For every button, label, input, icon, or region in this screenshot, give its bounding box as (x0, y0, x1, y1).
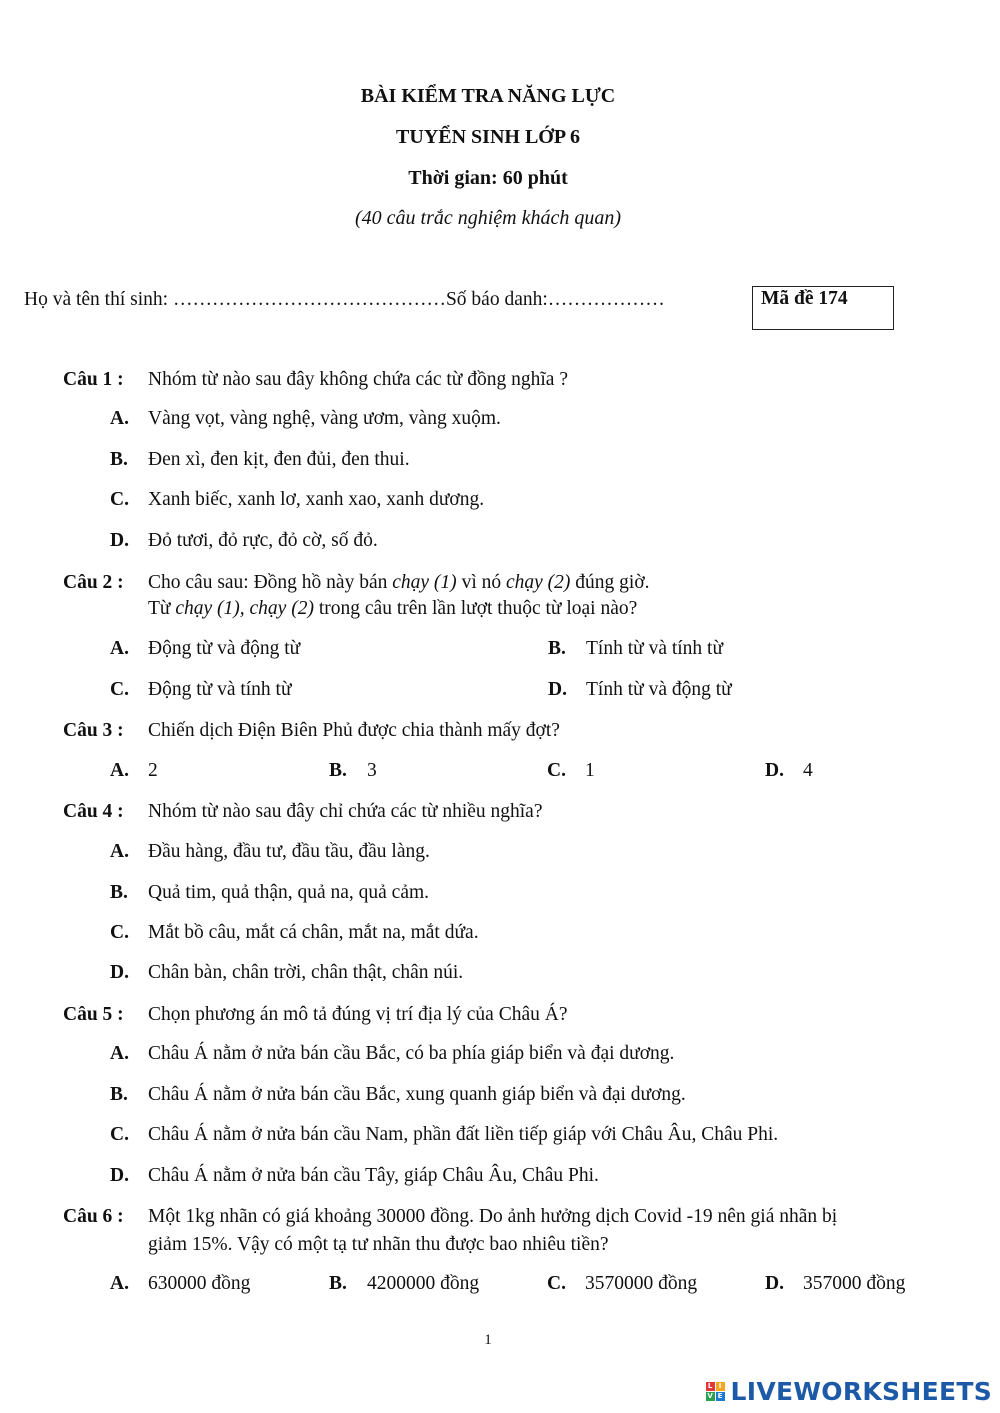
exam-note: (40 câu trắc nghiệm khách quan) (354, 207, 622, 229)
question-text: Chiến dịch Điện Biên Phủ được chia thành mấy đợt? (148, 720, 560, 741)
option-d[interactable]: D. 357000 đồng (765, 1273, 906, 1294)
question-label: Câu 1 : (63, 369, 124, 390)
exam-code-box (752, 286, 894, 330)
question-label: Câu 4 : (63, 801, 124, 822)
option-c[interactable]: C. Động từ và tính từ (110, 679, 292, 700)
brand-logo-icon: L I V E (706, 1382, 725, 1401)
id-label: Số báo danh: (445, 289, 548, 310)
exam-duration: Thời gian: 60 phút (408, 167, 568, 189)
question-text: Nhóm từ nào sau đây không chứa các từ đồng nghĩa ? (148, 369, 568, 390)
option-d[interactable]: D. Chân bàn, chân trời, chân thật, chân núi. (110, 962, 464, 983)
candidate-info (24, 289, 665, 311)
question-label: Câu 6 : (63, 1206, 124, 1227)
exam-code: Mã đề 174 (761, 288, 848, 309)
question-text: Nhóm từ nào sau đây chỉ chứa các từ nhiều nghĩa? (148, 801, 543, 822)
option-c[interactable]: C. 1 (547, 760, 595, 781)
brand-name: LIVEWORKSHEETS (730, 1376, 992, 1406)
name-label: Họ và tên thí sinh: (24, 289, 173, 310)
option-d[interactable]: D. Châu Á nằm ở nửa bán cầu Tây, giáp Châu Âu, Châu Phi. (110, 1165, 599, 1186)
option-b[interactable]: B. Tính từ và tính từ (548, 638, 724, 659)
id-blank[interactable]: ……………… (547, 289, 665, 310)
option-a[interactable]: A. Châu Á nằm ở nửa bán cầu Bắc, có ba phía giáp biển và đại dương. (110, 1043, 675, 1064)
page-number: 1 (484, 1332, 492, 1348)
question-text-line2: giảm 15%. Vậy có một tạ tư nhãn thu được bao nhiêu tiền? (148, 1234, 609, 1255)
option-d[interactable]: D. Tính từ và động từ (548, 679, 732, 700)
name-blank[interactable]: …………………………………… (172, 289, 446, 310)
option-a[interactable]: A. 2 (110, 760, 158, 781)
option-d[interactable]: D. Đỏ tươi, đỏ rực, đỏ cờ, số đỏ. (110, 530, 378, 551)
option-c[interactable]: C. Xanh biếc, xanh lơ, xanh xao, xanh dương. (110, 489, 485, 510)
option-a[interactable]: A. 630000 đồng (110, 1273, 251, 1294)
question-text-line2: Từ chạy (1), chạy (2) trong câu trên lần lượt thuộc từ loại nào? (148, 598, 638, 619)
exam-title: BÀI KIỂM TRA NĂNG LỰC (360, 85, 616, 107)
option-c[interactable]: C. 3570000 đồng (547, 1273, 698, 1294)
option-b[interactable]: B. 3 (329, 760, 377, 781)
option-a[interactable]: A. Vàng vọt, vàng nghệ, vàng ươm, vàng xuộm. (110, 408, 501, 429)
question-label: Câu 3 : (63, 720, 124, 741)
exam-subtitle: TUYỂN SINH LỚP 6 (396, 126, 580, 148)
question-text-line1: Một 1kg nhãn có giá khoảng 30000 đồng. Do ảnh hưởng dịch Covid -19 nên giá nhãn bị (148, 1206, 838, 1227)
option-a[interactable]: A. Động từ và động từ (110, 638, 301, 659)
option-b[interactable]: B. Châu Á nằm ở nửa bán cầu Bắc, xung quanh giáp biển và đại dương. (110, 1084, 686, 1105)
option-b[interactable]: B. Quả tim, quả thận, quả na, quả cảm. (110, 882, 430, 903)
option-d[interactable]: D. 4 (765, 760, 813, 781)
question-text: Chọn phương án mô tả đúng vị trí địa lý của Châu Á? (148, 1004, 568, 1025)
option-c[interactable]: C. Mắt bồ câu, mắt cá chân, mắt na, mắt dứa. (110, 922, 479, 943)
question-text-line1: Cho câu sau: Đồng hồ này bán chạy (1) vì nó chạy (2) đúng giờ. (148, 572, 650, 593)
brand-watermark[interactable] (706, 1376, 992, 1406)
option-a[interactable]: A. Đầu hàng, đầu tư, đầu tầu, đầu làng. (110, 841, 430, 862)
question-label: Câu 2 : (63, 572, 124, 593)
option-c[interactable]: C. Châu Á nằm ở nửa bán cầu Nam, phần đất liền tiếp giáp với Châu Âu, Châu Phi. (110, 1124, 779, 1145)
option-b[interactable]: B. 4200000 đồng (329, 1273, 480, 1294)
option-b[interactable]: B. Đen xì, đen kịt, đen đủi, đen thui. (110, 449, 410, 470)
question-label: Câu 5 : (63, 1004, 124, 1025)
